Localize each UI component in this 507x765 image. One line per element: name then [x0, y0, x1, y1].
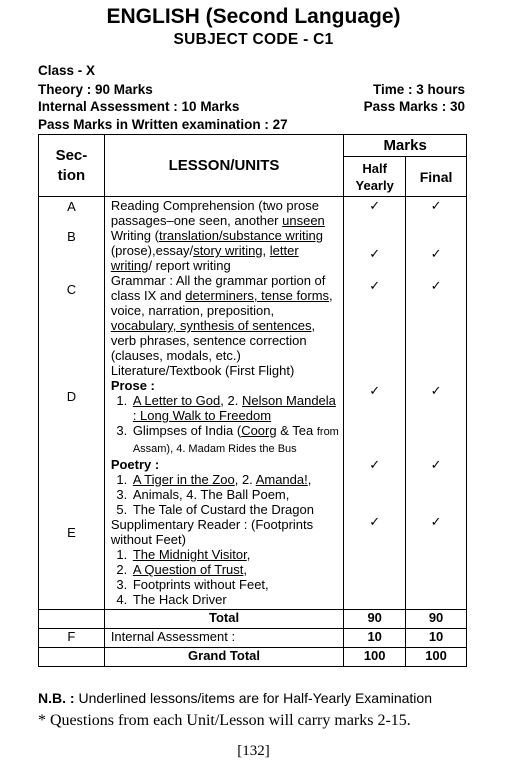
prose-list [111, 393, 340, 457]
poetry-item: 1. A Tiger in the Zoo, 2. Amanda!, [131, 472, 340, 487]
half-yearly-header: Half Yearly [344, 157, 406, 197]
poetry-item: 5. The Tale of Custard the Dragon [131, 502, 340, 517]
total-half: 90 [344, 610, 406, 629]
tick-icon: ✓ [430, 514, 442, 529]
internal-assessment-marks: Internal Assessment : 10 Marks [38, 99, 240, 114]
lesson-header: LESSON/UNITS [104, 135, 343, 197]
section-e: E [67, 525, 76, 540]
internal-final: 10 [406, 629, 467, 648]
section-f: F [39, 629, 105, 648]
prose-item: 3. Glimpses of India (Coorg & Tea from Assam), 4. Madam Rides the Bus [131, 423, 340, 457]
grand-total-section-cell [39, 648, 105, 667]
total-section-cell [39, 610, 105, 629]
poetry-item: 3. Animals, 4. The Ball Poem, [131, 487, 340, 502]
lesson-reading: Reading Comprehension (two prose passages–one seen, another unseen [110, 198, 325, 228]
tick-icon: ✓ [369, 383, 381, 398]
supplementary-heading: Supplimentary Reader : (Footprints without Feet) [110, 517, 314, 547]
grand-total-row [39, 648, 467, 667]
supplementary-item: 3. Footprints without Feet, [131, 577, 340, 592]
supplementary-list [111, 547, 340, 607]
poetry-list [111, 472, 340, 517]
page-number: [132] [237, 743, 270, 759]
total-row [39, 610, 467, 629]
tick-icon: ✓ [430, 278, 442, 293]
grand-total-final: 100 [406, 648, 467, 667]
exam-time: Time : 3 hours [372, 82, 465, 97]
supplementary-item: 2. A Question of Trust, [131, 562, 340, 577]
tick-icon: ✓ [430, 198, 442, 213]
syllabus-table [38, 134, 467, 667]
literature-heading: Literature/Textbook (First Flight) [110, 363, 295, 378]
supplementary-item: 4. The Hack Driver [131, 592, 340, 607]
internal-assessment-row [39, 629, 467, 648]
total-final: 90 [406, 610, 467, 629]
tick-icon: ✓ [430, 383, 442, 398]
tick-icon: ✓ [369, 514, 381, 529]
section-column [39, 197, 105, 610]
final-header: Final [406, 157, 467, 197]
total-label: Total [104, 610, 343, 629]
tick-icon: ✓ [369, 198, 381, 213]
syllabus-body-row [39, 197, 467, 610]
final-ticks [406, 197, 467, 610]
poetry-heading: Poetry : [110, 457, 160, 472]
supplementary-item: 1. The Midnight Visitor, [131, 547, 340, 562]
tick-icon: ✓ [369, 457, 381, 472]
section-c: C [66, 282, 77, 297]
internal-half: 10 [344, 629, 406, 648]
pass-marks-written: Pass Marks in Written examination : 27 [38, 117, 288, 132]
lesson-grammar: Grammar : All the grammar portion of class IX and determiners, tense forms, voice, narration, preposition, vocabulary, synthesis of sentences, verb phrases, sentence correction (clauses, modals, etc.) [110, 273, 333, 363]
tick-icon: ✓ [430, 457, 442, 472]
subject-code: SUBJECT CODE - C1 [173, 31, 334, 48]
prose-heading: Prose : [110, 378, 155, 393]
half-yearly-ticks [344, 197, 406, 610]
class-label: Class - X [38, 63, 96, 78]
lesson-writing: Writing (translation/substance writing (prose),essay/story writing, letter writing/ report writing [110, 228, 323, 273]
nb-note: N.B. : Underlined lessons/items are for Half-Yearly Examination [38, 690, 432, 706]
grand-total-half: 100 [344, 648, 406, 667]
tick-icon: ✓ [430, 246, 442, 261]
section-header: Sec- tion [39, 135, 105, 197]
tick-icon: ✓ [369, 246, 381, 261]
page-title: ENGLISH (Second Language) [106, 5, 401, 28]
questions-note: * Questions from each Unit/Lesson will carry marks 2-15. [38, 712, 411, 729]
theory-marks: Theory : 90 Marks [38, 82, 153, 97]
section-a: A [67, 199, 76, 214]
grand-total-label: Grand Total [104, 648, 343, 667]
prose-item: 1. A Letter to God, 2. Nelson Mandela : Long Walk to Freedom [131, 393, 340, 423]
internal-assessment-label: Internal Assessment : [104, 629, 343, 648]
section-d: D [66, 389, 77, 404]
marks-header: Marks [344, 135, 467, 157]
lesson-column [104, 197, 343, 610]
section-b: B [67, 229, 76, 244]
pass-marks: Pass Marks : 30 [363, 99, 465, 114]
tick-icon: ✓ [369, 278, 381, 293]
